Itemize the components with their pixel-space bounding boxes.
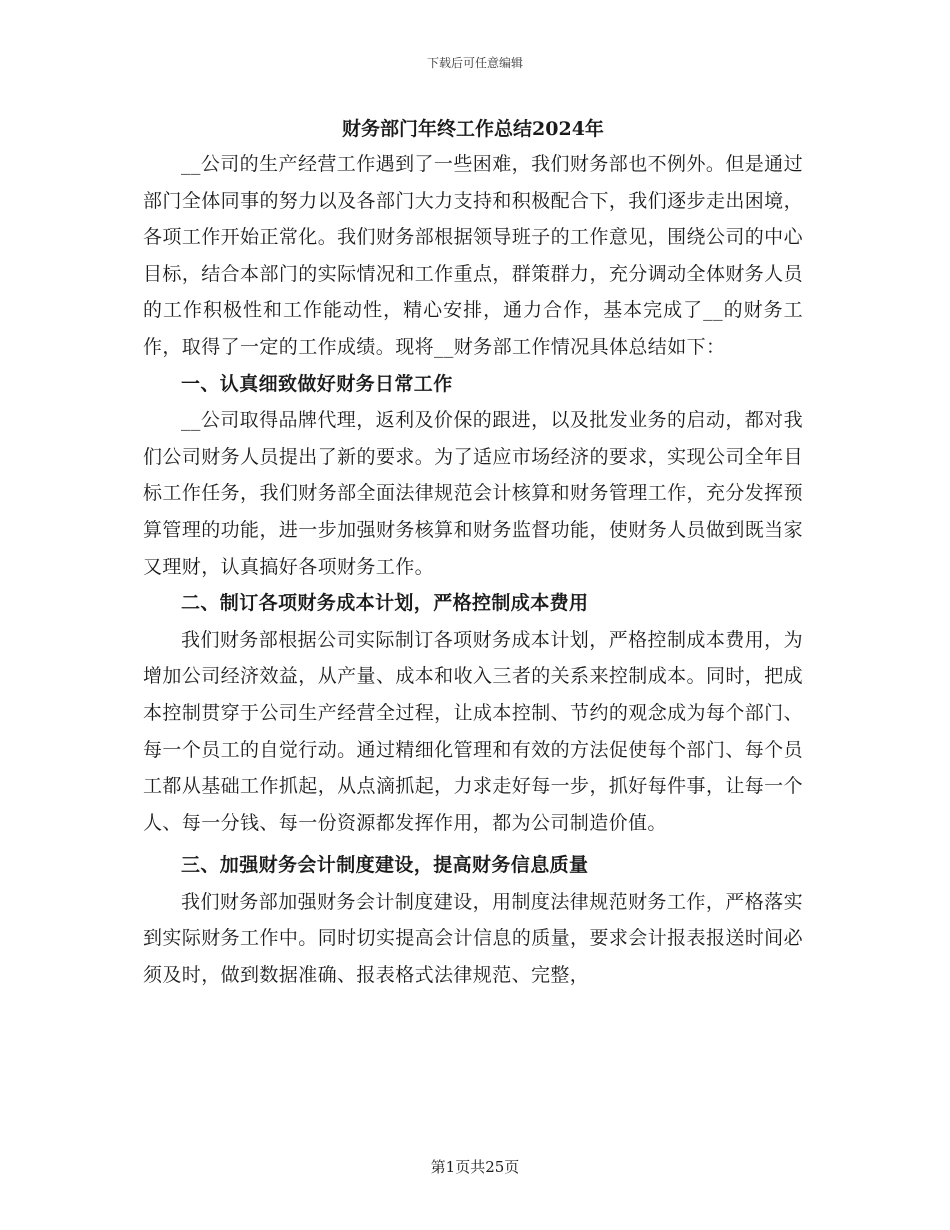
section-body-1: __公司取得品牌代理，返利及价保的跟进，以及批发业务的启动，都对我们公司财务人员提出了新的要求。为了适应市场经济的要求，实现公司全年目标工作任务，我们财务部全面法律规范会计核算和财务管理工作，充分发挥预算管理的功能，进一步加强财务核算和财务监督功能，使财务人员做到既当家又理财，认真搞好各项财务工作。: [143, 409, 803, 578]
section-heading-1: 一、认真细致做好财务日常工作: [181, 372, 453, 395]
section-heading-3: 三、加强财务会计制度建设，提高财务信息质量: [181, 854, 589, 877]
section-body-2: 我们财务部根据公司实际制订各项财务成本计划，严格控制成本费用，为增加公司经济效益，从产量、成本和收入三者的关系来控制成本。同时，把成本控制贯穿于公司生产经营全过程，让成本控制、节约的观念成为每个部门、每一个员工的自觉行动。通过精细化管理和有效的方法促使每个部门、每个员工都从基础工作抓起，从点滴抓起，力求走好每一步，抓好每件事，让每一个人、每一分钱、每一份资源都发挥作用，都为公司制造价值。: [143, 628, 803, 834]
document-title: 财务部门年终工作总结2024年: [342, 118, 604, 140]
page-number-footer: 第1页共25页: [430, 1158, 520, 1176]
section-body-3: 我们财务部加强财务会计制度建设，用制度法律规范财务工作，严格落实到实际财务工作中。同时切实提高会计信息的质量，要求会计报表报送时间必须及时，做到数据准确、报表格式法律规范、完整，: [143, 890, 803, 987]
document-body: [143, 112, 803, 994]
section-heading-2: 二、制订各项财务成本计划，严格控制成本费用: [181, 592, 589, 615]
header-note: 下载后可任意编辑: [426, 56, 523, 70]
intro-paragraph: __公司的生产经营工作遇到了一些困难，我们财务部也不例外。但是通过部门全体同事的努力以及各部门大力支持和积极配合下，我们逐步走出困境，各项工作开始正常化。我们财务部根据领导班子的工作意见，围绕公司的中心目标，结合本部门的实际情况和工作重点，群策群力，充分调动全体财务人员的工作积极性和工作能动性，精心安排，通力合作，基本完成了__的财务工作，取得了一定的工作成绩。现将__财务部工作情况具体总结如下：: [143, 153, 803, 358]
